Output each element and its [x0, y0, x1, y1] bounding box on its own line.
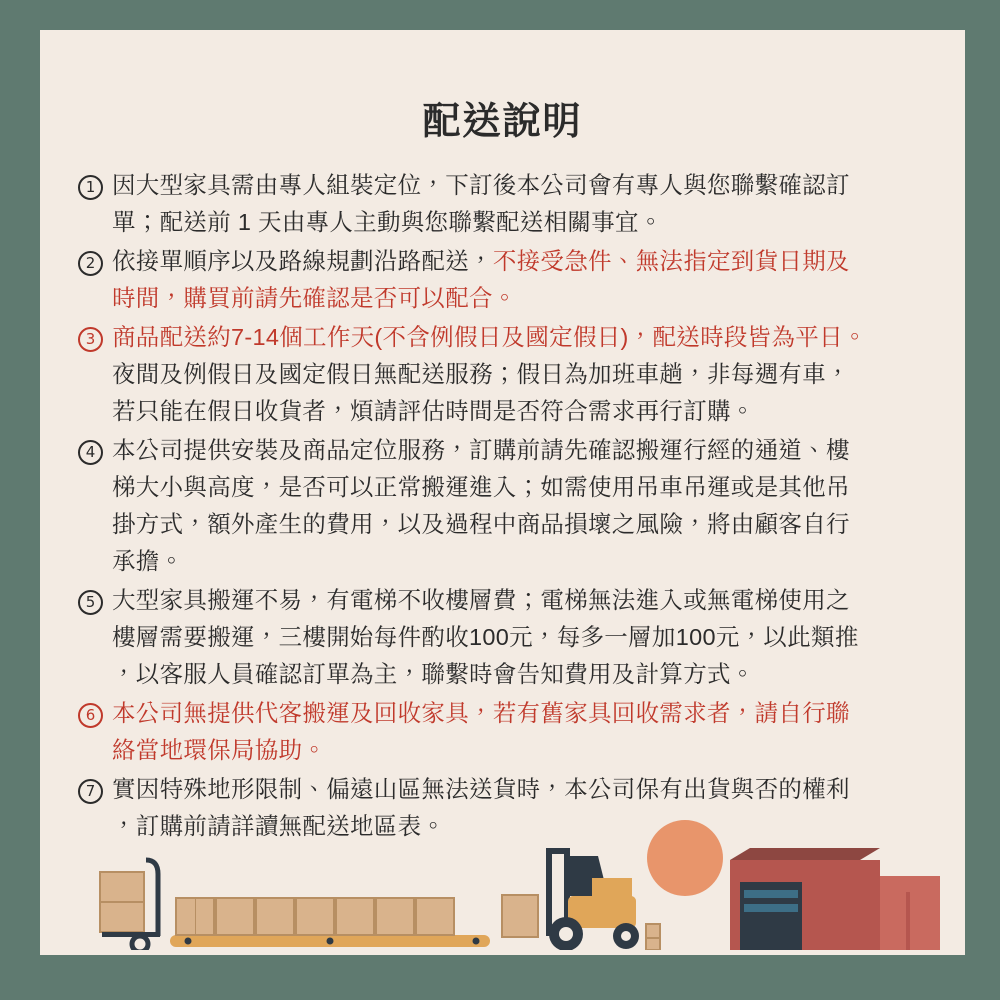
text-line: [112, 506, 935, 543]
text-segment: 絡當地環保局協助。: [112, 737, 327, 763]
page-title: 配送說明: [422, 101, 583, 143]
list-item-text: [112, 432, 935, 580]
text-line: [112, 356, 935, 393]
list-item-text: [112, 167, 935, 241]
text-line: [112, 695, 935, 732]
text-segment: 梯大小與高度，是否可以正常搬運進入；如需使用吊車吊運或是其他吊: [112, 474, 850, 500]
list-item-text: [112, 243, 935, 317]
text-segment: 時間，購買前請先確認是否可以配合。: [112, 285, 517, 311]
text-line: [112, 543, 935, 580]
text-segment: 樓層需要搬運，三樓開始每件酌收100元，每多一層加100元，以此類推: [112, 624, 859, 650]
text-segment: 本公司無提供代客搬運及回收家具，若有舊家具回收需求者，請自行聯: [112, 700, 850, 726]
text-line: [112, 243, 935, 280]
warehouse-illustration: [40, 820, 965, 955]
text-line: [112, 432, 935, 469]
delivery-info-card: [40, 30, 965, 955]
text-segment: 本公司提供安裝及商品定位服務，訂購前請先確認搬運行經的通道、樓: [112, 437, 850, 463]
forklift-icon: [502, 848, 660, 951]
text-segment: 實因特殊地形限制、偏遠山區無法送貨時，本公司保有出貨與否的權利: [112, 776, 850, 802]
text-segment: 掛方式，額外產生的費用，以及過程中商品損壞之風險，將由顧客自行: [112, 511, 850, 537]
list-item: [78, 582, 935, 693]
text-segment: 商品配送約7-14個工作天(不含例假日及國定假日)，配送時段皆為平日。: [112, 324, 867, 350]
text-segment: ，以客服人員確認訂單為主，聯繫時會告知費用及計算方式。: [112, 661, 755, 687]
text-segment: 因大型家具需由專人組裝定位，下訂後本公司會有專人與您聯繫確認訂: [112, 172, 850, 198]
list-item-number: 6: [78, 703, 103, 728]
list-item-text: [112, 695, 935, 769]
text-line: [112, 469, 935, 506]
text-line: [112, 204, 935, 241]
text-line: [112, 582, 935, 619]
text-line: [112, 393, 935, 430]
text-line: [112, 319, 935, 356]
boxes-icon: [176, 898, 454, 935]
list-item-number: 1: [78, 175, 103, 200]
list-item-text: [112, 319, 935, 430]
text-segment: 依接單順序以及路線規劃沿路配送，: [112, 248, 493, 274]
text-segment: 大型家具搬運不易，有電梯不收樓層費；電梯無法進入或無電梯使用之: [112, 587, 850, 613]
conveyor-icon: [170, 935, 490, 947]
text-segment: 承擔。: [112, 548, 184, 574]
list-item: [78, 319, 935, 430]
text-line: [112, 656, 935, 693]
text-segment: 不接受急件、無法指定到貨日期及: [492, 248, 850, 274]
list-item-number: 3: [78, 327, 103, 352]
text-line: [112, 732, 935, 769]
text-line: [112, 619, 935, 656]
list-item-number: 5: [78, 590, 103, 615]
text-line: [112, 771, 935, 808]
text-segment: 單；配送前 1 天由專人主動與您聯繫配送相關事宜。: [112, 209, 663, 235]
text-line: [112, 167, 935, 204]
list-item-text: [112, 582, 935, 693]
list-item: [78, 167, 935, 241]
list-item: [78, 432, 935, 580]
text-line: [112, 280, 935, 317]
warehouse-icon: [730, 848, 940, 950]
sun-icon: [647, 820, 723, 896]
list-item: [78, 695, 935, 769]
text-segment: 夜間及例假日及國定假日無配送服務；假日為加班車趟，非每週有車，: [112, 361, 850, 387]
list-item-number: 7: [78, 779, 103, 804]
text-segment: ，訂購前請詳讀無配送地區表。: [112, 813, 446, 839]
hand-truck-icon: [100, 860, 160, 952]
delivery-terms-list: [78, 167, 935, 845]
list-item-number: 4: [78, 440, 103, 465]
text-segment: 若只能在假日收貨者，煩請評估時間是否符合需求再行訂購。: [112, 398, 755, 424]
list-item: [78, 243, 935, 317]
list-item-number: 2: [78, 251, 103, 276]
